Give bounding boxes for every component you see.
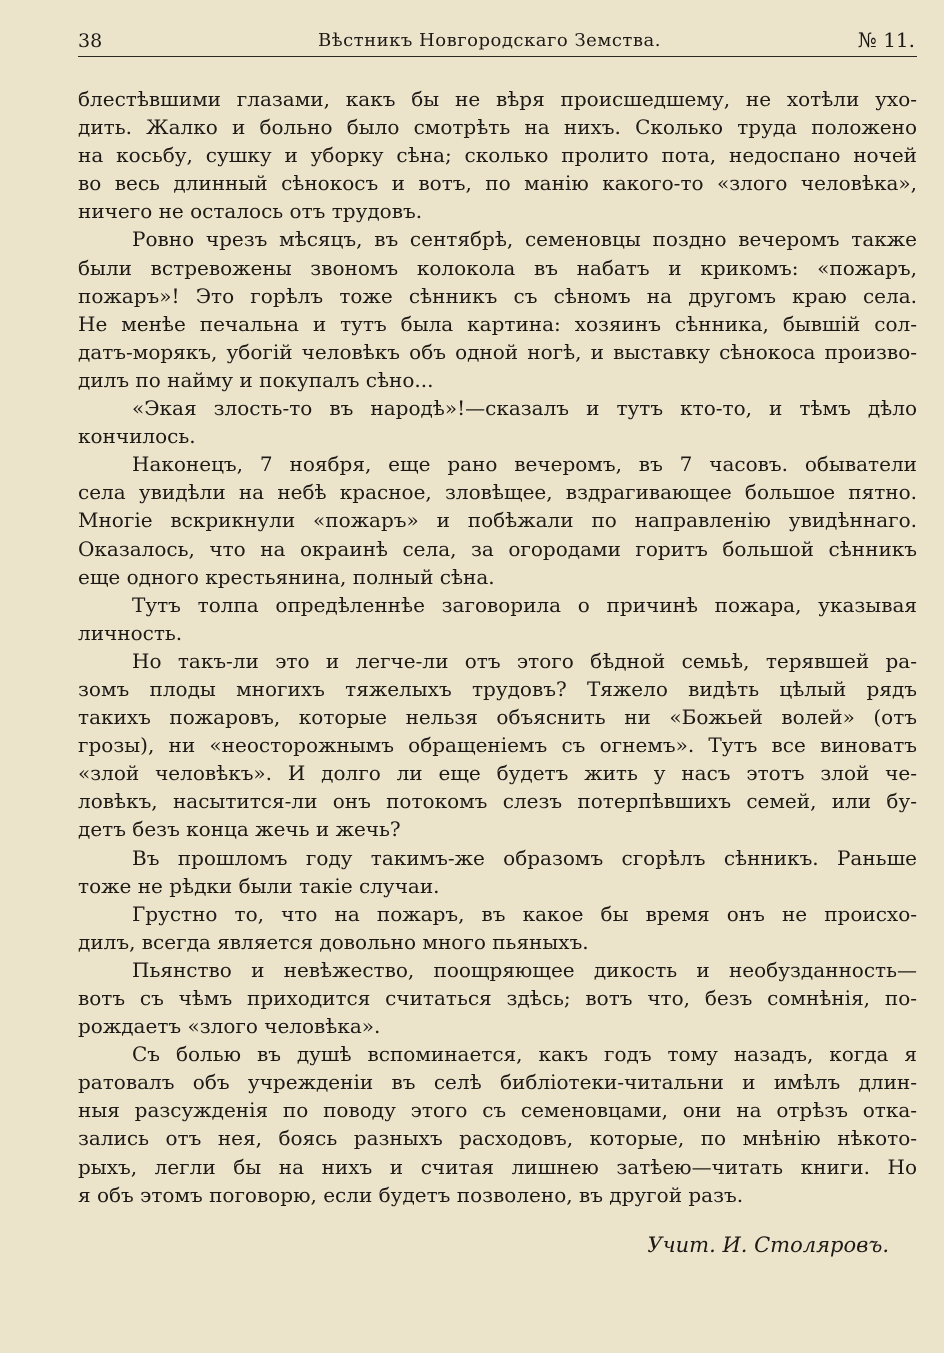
text-line: рождаетъ «злого человѣка».: [78, 1014, 381, 1039]
text-line: Оказалось, что на окраинѣ села, за огородами горитъ большой сѣнникъ: [78, 536, 917, 561]
text-line: дилъ, всегда является довольно много пьяныхъ.: [78, 929, 589, 954]
text-line: ничего не осталось отъ трудовъ.: [78, 199, 423, 224]
text-line: такихъ пожаровъ, которые нельзя объяснить ни «Божьей волей» (отъ: [78, 705, 917, 730]
text-line: детъ безъ конца жечь и жечь?: [78, 817, 401, 842]
text-line: я объ этомъ поговорю, если будетъ позволено, въ другой разъ.: [78, 1182, 744, 1207]
page-number: 38: [78, 30, 103, 52]
text-line: Не менѣе печальна и тутъ была картина: хозяинъ сѣнника, бывшій сол-: [78, 311, 917, 336]
text-line: личность.: [78, 620, 183, 645]
text-line: дилъ по найму и покупалъ сѣно...: [78, 367, 434, 392]
text-line: во весь длинный сѣнокосъ и вотъ, по манію какого-то «злого человѣка»,: [78, 171, 917, 196]
journal-title: Вѣстникъ Новгородскаго Земства.: [318, 30, 661, 51]
text-line: «злой человѣкъ». И долго ли еще будетъ жить у насъ этотъ злой че-: [78, 761, 917, 786]
text-line: зались отъ нея, боясь разныхъ расходовъ, которые, по мнѣнію нѣкото-: [78, 1126, 917, 1151]
text-line: были встревожены звономъ колокола въ набатъ и крикомъ: «пожаръ,: [78, 255, 917, 280]
text-line: дить. Жалко и больно было смотрѣть на нихъ. Сколько труда положено: [78, 115, 917, 140]
text-line: Но такъ-ли это и легче-ли отъ этого бѣдной семьѣ, терявшей ра-: [132, 648, 917, 673]
text-line: еще одного крестьянина, полный сѣна.: [78, 564, 495, 589]
text-line: Грустно то, что на пожаръ, въ какое бы время онъ не происхо-: [132, 901, 917, 926]
running-header: [78, 24, 917, 57]
text-line: села увидѣли на небѣ красное, зловѣщее, вздрагивающее большое пятно.: [78, 480, 917, 505]
text-line: рыхъ, легли бы на нихъ и считая лишнею затѣею—читать книги. Но: [78, 1154, 917, 1179]
text-line: пожаръ»! Это горѣлъ тоже сѣнникъ съ сѣномъ на другомъ краю села.: [78, 283, 917, 308]
text-line: ловѣкъ, насытится-ли онъ потокомъ слезъ потерпѣвшихъ семей, или бу-: [78, 789, 917, 814]
text-line: Ровно чрезъ мѣсяцъ, въ сентябрѣ, семеновцы поздно вечеромъ также: [132, 227, 917, 252]
text-line: Пьянство и невѣжество, поощряющее дикость и необузданность—: [132, 957, 917, 982]
author-signature: Учит. И. Столяровъ.: [647, 1233, 889, 1257]
text-line: датъ-морякъ, убогій человѣкъ объ одной ногѣ, и выставку сѣнокоса произво-: [78, 339, 917, 364]
text-line: Тутъ толпа опредѣленнѣе заговорила о причинѣ пожара, указывая: [132, 592, 917, 617]
text-line: ныя разсужденія по поводу этого съ семеновцами, они на отрѣзъ отка-: [78, 1098, 917, 1123]
text-line: Многіе вскрикнули «пожаръ» и побѣжали по направленію увидѣннаго.: [78, 508, 917, 533]
text-line: вотъ съ чѣмъ приходится считаться здѣсь; вотъ что, безъ сомнѣнія, по-: [78, 986, 917, 1010]
text-line: Наконецъ, 7 ноября, еще рано вечеромъ, въ 7 часовъ. обыватели: [132, 452, 917, 477]
text-line: на косьбу, сушку и уборку сѣна; сколько пролито пота, недоспано ночей: [78, 143, 917, 168]
text-line: ратовалъ объ учрежденіи въ селѣ библіотеки-читальни и имѣлъ длин-: [78, 1070, 917, 1095]
article-body: [78, 85, 917, 1209]
text-line: блестѣвшими глазами, какъ бы не вѣря происшедшему, не хотѣли ухо-: [78, 87, 917, 111]
text-line: кончилось.: [78, 424, 196, 449]
issue-number: № 11.: [857, 28, 915, 52]
text-line: тоже не рѣдки были такіе случаи.: [78, 873, 440, 898]
text-line: «Экая злость-то въ народѣ»!—сказалъ и тутъ кто-то, и тѣмъ дѣло: [132, 396, 917, 421]
text-line: Съ болью въ душѣ вспоминается, какъ годъ тому назадъ, когда я: [132, 1042, 917, 1067]
text-line: Въ прошломъ году такимъ-же образомъ сгорѣлъ сѣнникъ. Раньше: [132, 845, 917, 870]
text-line: грозы), ни «неосторожнымъ обращеніемъ съ огнемъ». Тутъ все виноватъ: [78, 733, 917, 758]
text-line: зомъ плоды многихъ тяжелыхъ трудовъ? Тяжело видѣть цѣлый рядъ: [78, 676, 917, 701]
